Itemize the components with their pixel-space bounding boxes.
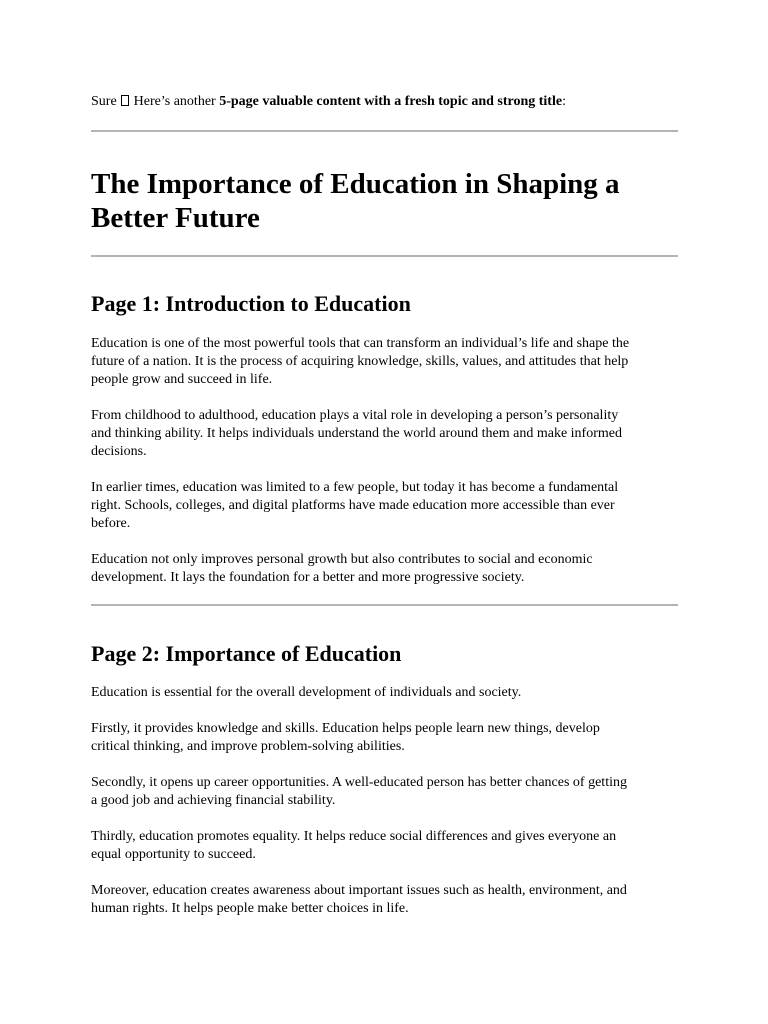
intro-middle: Here’s another (133, 94, 216, 109)
paragraph-line: Secondly, it opens up career opportunities. A well-educated person has better chances of getting (91, 775, 627, 790)
page2-paragraph-3 (91, 774, 678, 810)
paragraph-line: Education is one of the most powerful tools that can transform an individual’s life and shape the (91, 336, 630, 351)
paragraph-line: Thirdly, education promotes equality. It helps reduce social differences and gives everyone an (91, 829, 617, 844)
paragraph-line: decisions. (91, 444, 147, 459)
page1-paragraph-1 (91, 335, 678, 389)
page2-paragraph-4 (91, 828, 678, 864)
title-line-2: Better Future (91, 202, 260, 234)
page1-paragraph-4 (91, 551, 678, 587)
page1-paragraph-2 (91, 407, 678, 461)
intro-line (91, 93, 566, 111)
paragraph-line: human rights. It helps people make better choices in life. (91, 901, 409, 916)
page2-paragraph-2 (91, 720, 678, 756)
page1-heading: Page 1: Introduction to Education (91, 291, 411, 316)
page2-paragraph-5 (91, 882, 678, 918)
paragraph-line: right. Schools, colleges, and digital platforms have made education more accessible than ever (91, 498, 615, 513)
paragraph-line: before. (91, 516, 131, 531)
divider-2 (91, 255, 678, 257)
title-line-1: The Importance of Education in Shaping a (91, 168, 620, 200)
paragraph-line: Education is essential for the overall development of individuals and society. (91, 685, 522, 700)
page1-paragraph-3 (91, 479, 678, 533)
paragraph-line: development. It lays the foundation for a better and more progressive society. (91, 570, 525, 585)
page2-heading: Page 2: Importance of Education (91, 641, 402, 666)
paragraph-line: critical thinking, and improve problem-solving abilities. (91, 739, 405, 754)
paragraph-line: In earlier times, education was limited to a few people, but today it has become a fundamental (91, 480, 619, 495)
paragraph-line: From childhood to adulthood, education plays a vital role in developing a person’s personality (91, 408, 619, 423)
paragraph-line: equal opportunity to succeed. (91, 847, 256, 862)
page2-paragraph-1 (91, 684, 678, 702)
divider-1 (91, 130, 678, 132)
paragraph-line: people grow and succeed in life. (91, 372, 273, 387)
paragraph-line: a good job and achieving financial stability. (91, 793, 336, 808)
paragraph-line: Education not only improves personal growth but also contributes to social and economic (91, 552, 593, 567)
box-glyph-icon (121, 95, 129, 106)
intro-suffix: : (562, 94, 566, 109)
divider-3 (91, 604, 678, 606)
paragraph-line: future of a nation. It is the process of acquiring knowledge, skills, values, and attitudes that help (91, 354, 629, 369)
intro-bold: 5-page valuable content with a fresh topic and strong title (219, 94, 563, 109)
intro-prefix: Sure (91, 94, 117, 109)
paragraph-line: and thinking ability. It helps individuals understand the world around them and make informed (91, 426, 622, 441)
paragraph-line: Moreover, education creates awareness about important issues such as health, environment, and (91, 883, 627, 898)
document-title (91, 167, 678, 235)
paragraph-line: Firstly, it provides knowledge and skills. Education helps people learn new things, develop (91, 721, 600, 736)
